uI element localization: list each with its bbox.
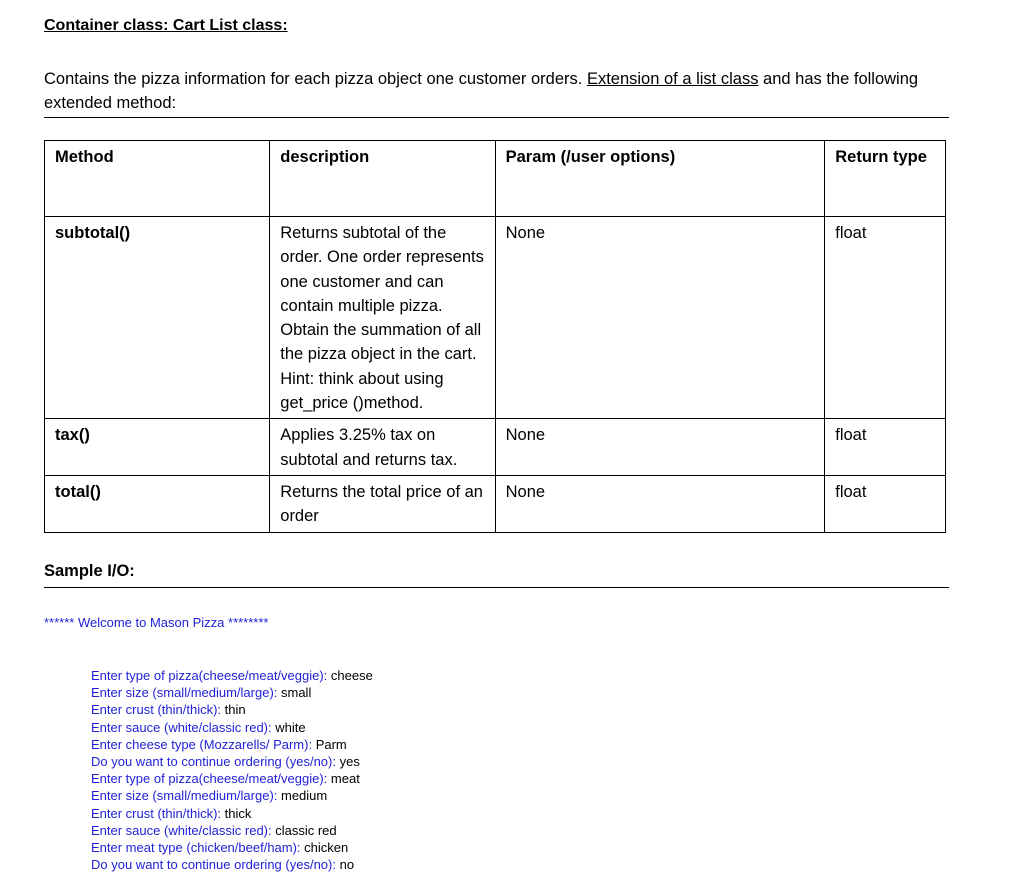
io-line	[91, 787, 373, 804]
header-return-type: Return type	[825, 141, 946, 217]
io-line	[91, 856, 373, 873]
cell-return-type: float	[825, 419, 946, 476]
io-prompt: Enter type of pizza(cheese/meat/veggie):	[91, 771, 331, 787]
header-method: Method	[45, 141, 270, 217]
io-prompt: Enter sauce (white/classic red):	[91, 719, 276, 735]
cell-description: Applies 3.25% tax on subtotal and returns tax.	[270, 419, 495, 476]
page-title: Container class: Cart List class:	[44, 17, 288, 34]
intro-text-after: and has the following extended method:	[44, 70, 919, 112]
io-answer: yes	[339, 754, 360, 770]
io-answer: classic red	[275, 822, 337, 838]
io-answer: meat	[330, 771, 360, 787]
table-row-total	[45, 475, 946, 532]
cell-description: Returns subtotal of the order. One order represents one customer and can contain multiple pizza. Obtain the summation of all the pizza object in the cart. Hint: think about using get_price ()method.	[270, 217, 495, 419]
io-answer: thin	[224, 702, 246, 718]
io-answer: thick	[224, 805, 252, 821]
io-line	[91, 753, 373, 770]
io-answer: Parm	[315, 736, 347, 752]
io-line	[91, 719, 373, 736]
intro-underlined-text: Extension of a list class	[586, 70, 759, 88]
welcome-banner: ****** Welcome to Mason Pizza ********	[44, 615, 269, 630]
cell-method: tax()	[45, 419, 270, 476]
cell-return-type: float	[825, 217, 946, 419]
cell-description: Returns the total price of an order	[270, 475, 495, 532]
io-prompt: Enter size (small/medium/large):	[91, 685, 281, 701]
io-prompt: Enter crust (thin/thick):	[91, 702, 225, 718]
io-answer: white	[275, 719, 306, 735]
sample-io-heading: Sample I/O:	[44, 562, 949, 588]
io-prompt: Enter size (small/medium/large):	[91, 788, 281, 804]
cell-param: None	[495, 475, 825, 532]
io-prompt: Enter meat type (chicken/beef/ham):	[91, 840, 305, 856]
io-line	[91, 736, 373, 753]
table-header-row	[45, 141, 946, 217]
header-param: Param (/user options)	[495, 141, 825, 217]
io-answer: small	[281, 685, 312, 701]
io-line	[91, 701, 373, 718]
cell-return-type: float	[825, 475, 946, 532]
table-row-tax	[45, 419, 946, 476]
intro-paragraph	[44, 67, 949, 118]
io-prompt: Enter crust (thin/thick):	[91, 805, 225, 821]
cell-method: total()	[45, 475, 270, 532]
methods-table	[44, 140, 946, 533]
cell-method: subtotal()	[45, 217, 270, 419]
io-line	[91, 805, 373, 822]
io-line	[91, 667, 373, 684]
io-answer: no	[339, 857, 355, 873]
io-line	[91, 684, 373, 701]
io-line	[91, 839, 373, 856]
io-prompt: Enter sauce (white/classic red):	[91, 822, 276, 838]
table-row-subtotal	[45, 217, 946, 419]
io-line	[91, 770, 373, 787]
io-answer: cheese	[330, 668, 373, 683]
io-line	[91, 822, 373, 839]
sample-io-transcript	[91, 667, 373, 873]
io-answer: chicken	[304, 840, 349, 856]
io-prompt: Enter type of pizza(cheese/meat/veggie):	[91, 668, 331, 683]
cell-param: None	[495, 419, 825, 476]
io-answer: medium	[281, 788, 328, 804]
io-prompt: Do you want to continue ordering (yes/no):	[91, 754, 340, 770]
io-prompt: Enter cheese type (Mozzarells/ Parm):	[91, 736, 316, 752]
io-prompt: Do you want to continue ordering (yes/no):	[91, 857, 340, 873]
header-description: description	[270, 141, 495, 217]
intro-text-before: Contains the pizza information for each pizza object one customer orders.	[44, 70, 587, 88]
cell-param: None	[495, 217, 825, 419]
